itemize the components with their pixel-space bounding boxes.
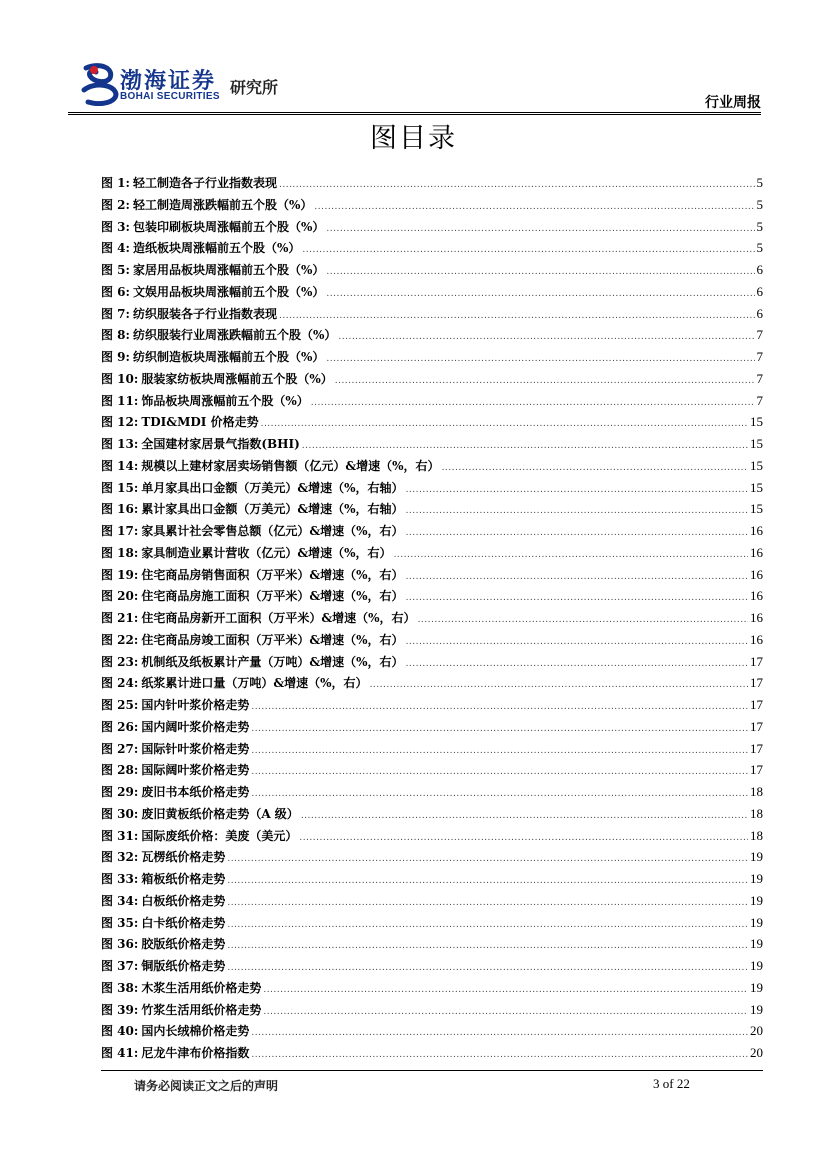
toc-entry-label: 图 20: — [101, 589, 139, 604]
toc-entry-title: 国内长绒棉价格走势 — [141, 1024, 250, 1039]
brand-department: 研究所 — [230, 78, 279, 97]
toc-entry[interactable] — [101, 283, 763, 305]
toc-entry-title: 家具累计社会零售总额（亿元）&增速（%，右） — [141, 524, 404, 538]
toc-dot-leader — [251, 789, 748, 799]
toc-entry[interactable] — [101, 827, 763, 849]
toc-entry-label: 图 37: — [101, 959, 139, 973]
toc-entry-page-number: 7 — [756, 370, 763, 386]
toc-entry[interactable] — [101, 413, 763, 435]
toc-entry[interactable] — [101, 326, 763, 348]
toc-entry-title: 国内阔叶浆价格走势 — [141, 719, 250, 734]
toc-dot-leader — [442, 463, 748, 473]
toc-entry[interactable] — [101, 1001, 763, 1023]
toc-entry[interactable] — [101, 544, 763, 566]
toc-dot-leader — [251, 746, 748, 756]
toc-entry[interactable] — [101, 914, 763, 936]
toc-entry-label: 图 13: — [101, 437, 139, 451]
toc-dot-leader — [311, 398, 755, 408]
toc-dot-leader — [301, 811, 748, 821]
toc-entry-page-number: 5 — [756, 240, 763, 256]
toc-entry-title: 家居用品板块周涨幅前五个股（%） — [132, 263, 325, 277]
toc-entry-label: 图 41: — [101, 1046, 139, 1060]
toc-entry[interactable] — [101, 479, 763, 501]
toc-entry-title: 纺织制造板块周涨幅前五个股（%） — [132, 350, 325, 364]
toc-entry-page-number: 7 — [756, 392, 763, 408]
toc-entry-label: 图 3: — [101, 219, 130, 234]
toc-entry-title: 木浆生活用纸价格走势 — [141, 980, 262, 995]
toc-entry[interactable] — [101, 1022, 763, 1044]
toc-entry-label: 图 14: — [101, 458, 139, 473]
toc-entry-title: 铜版纸价格走势 — [141, 959, 226, 973]
toc-entry-title: 单月家具出口金额（万美元）&增速（%，右轴） — [141, 480, 404, 495]
toc-entry[interactable] — [101, 196, 763, 218]
toc-entry-label: 图 9: — [101, 350, 130, 364]
toc-dot-leader — [326, 354, 754, 364]
toc-entry-title: 纺织服装各子行业指数表现 — [132, 306, 277, 321]
toc-entry-title: 累计家具出口金额（万美元）&增速（%，右轴） — [141, 502, 404, 517]
toc-entry-page-number: 18 — [750, 805, 763, 821]
toc-entry-title: 国际废纸价格：美废（美元） — [141, 828, 298, 843]
toc-entry[interactable] — [101, 370, 763, 392]
toc-entry-label: 图 26: — [101, 719, 139, 734]
toc-dot-leader — [227, 876, 748, 886]
toc-dot-leader — [326, 267, 754, 277]
toc-dot-leader — [394, 550, 748, 560]
toc-entry-label: 图 24: — [101, 676, 139, 691]
toc-dot-leader — [261, 419, 748, 429]
toc-entry-title: 文娱用品板块周涨幅前五个股（%） — [132, 284, 325, 299]
toc-entry-title: 白卡纸价格走势 — [141, 915, 226, 930]
toc-dot-leader — [227, 898, 748, 908]
toc-entry-label: 图 1: — [101, 176, 130, 190]
toc-entry-label: 图 16: — [101, 502, 139, 517]
toc-entry-page-number: 17 — [750, 697, 763, 712]
toc-dot-leader — [299, 833, 748, 843]
toc-dot-leader — [279, 180, 755, 190]
report-type: 行业周报 — [705, 95, 761, 111]
toc-entry-page-number: 6 — [756, 262, 763, 277]
toc-entry-title: 轻工制造周涨跌幅前五个股（%） — [132, 197, 313, 212]
toc-entry-title: 住宅商品房竣工面积（万平米）&增速（%，右） — [141, 632, 404, 647]
toc-entry-title: 机制纸及纸板累计产量（万吨）&增速（%，右） — [141, 654, 404, 669]
toc-entry-page-number: 16 — [750, 566, 763, 582]
toc-dot-leader — [263, 985, 748, 995]
toc-entry-title: 白板纸价格走势 — [141, 893, 226, 908]
toc-entry-label: 图 29: — [101, 785, 139, 799]
footer-disclaimer: 请务必阅读正文之后的声明 — [134, 1079, 279, 1093]
toc-entry-page-number: 16 — [750, 588, 763, 604]
toc-entry[interactable] — [101, 783, 763, 805]
toc-entry-page-number: 17 — [750, 718, 763, 734]
header-divider-secondary — [68, 114, 761, 115]
toc-entry[interactable] — [101, 870, 763, 892]
toc-entry-label: 图 11: — [101, 393, 139, 408]
page-header — [0, 0, 827, 120]
toc-entry-page-number: 5 — [756, 218, 763, 234]
toc-entry-label: 图 30: — [101, 806, 139, 821]
toc-entry[interactable] — [101, 718, 763, 740]
toc-dot-leader — [406, 637, 748, 647]
toc-entry-page-number: 15 — [750, 479, 763, 495]
toc-entry-page-number: 20 — [750, 1045, 763, 1060]
toc-entry-label: 图 36: — [101, 937, 139, 952]
toc-dot-leader — [314, 202, 754, 212]
toc-entry-label: 图 34: — [101, 893, 139, 908]
toc-entry-label: 图 27: — [101, 741, 139, 756]
toc-entry-label: 图 23: — [101, 654, 139, 669]
toc-entry-page-number: 18 — [750, 784, 763, 799]
toc-entry-title: 胶版纸价格走势 — [141, 937, 226, 952]
toc-entry-title: 废旧书本纸价格走势 — [141, 785, 250, 799]
toc-entry-page-number: 6 — [756, 305, 763, 321]
toc-dot-leader — [302, 245, 754, 255]
toc-entry[interactable] — [101, 696, 763, 718]
toc-entry-page-number: 16 — [750, 631, 763, 647]
toc-entry-label: 图 25: — [101, 698, 139, 712]
toc-entry[interactable] — [101, 587, 763, 609]
toc-entry-label: 图 21: — [101, 611, 139, 625]
toc-entry-title: 住宅商品房施工面积（万平米）&增速（%，右） — [141, 589, 404, 604]
toc-entry[interactable] — [101, 392, 763, 414]
toc-entry-page-number: 17 — [750, 653, 763, 669]
toc-dot-leader — [251, 767, 748, 777]
toc-dot-leader — [406, 593, 748, 603]
toc-entry-label: 图 7: — [101, 306, 130, 321]
toc-entry-title: 纺织服装行业周涨跌幅前五个股（%） — [132, 328, 337, 343]
toc-entry-title: 轻工制造各子行业指数表现 — [132, 176, 277, 190]
toc-entry-page-number: 15 — [750, 501, 763, 517]
toc-dot-leader — [227, 920, 748, 930]
brand-name-en: BOHAI SECURITIES — [120, 91, 220, 102]
toc-entry[interactable] — [101, 761, 763, 783]
toc-entry[interactable] — [101, 674, 763, 696]
toc-entry[interactable] — [101, 848, 763, 870]
toc-entry[interactable] — [101, 653, 763, 675]
toc-entry[interactable] — [101, 740, 763, 762]
toc-entry-page-number: 19 — [750, 979, 763, 995]
toc-dot-leader — [251, 1028, 748, 1038]
toc-entry-page-number: 17 — [750, 740, 763, 756]
toc-entry-page-number: 19 — [750, 958, 763, 973]
toc-entry[interactable] — [101, 457, 763, 479]
toc-entry[interactable] — [101, 435, 763, 457]
page-indicator: 3 of 22 — [653, 1076, 690, 1091]
toc-entry-label: 图 39: — [101, 1002, 139, 1017]
toc-entry-page-number: 15 — [750, 414, 763, 430]
toc-entry-label: 图 31: — [101, 828, 139, 843]
toc-entry-page-number: 16 — [750, 610, 763, 625]
toc-entry[interactable] — [101, 348, 763, 370]
toc-entry-label: 图 18: — [101, 545, 139, 560]
toc-entry-page-number: 19 — [750, 914, 763, 930]
toc-entry-page-number: 20 — [750, 1023, 763, 1039]
toc-entry-label: 图 4: — [101, 241, 130, 256]
toc-dot-leader — [227, 963, 748, 973]
toc-dot-leader — [251, 1050, 748, 1060]
toc-entry-title: 包装印刷板块周涨幅前五个股（%） — [132, 219, 325, 234]
toc-entry-title: TDI&MDI 价格走势 — [141, 415, 259, 430]
toc-entry[interactable] — [101, 522, 763, 544]
toc-entry-label: 图 40: — [101, 1024, 139, 1039]
toc-entry-label: 图 12: — [101, 415, 139, 430]
footer-divider — [101, 1070, 763, 1071]
toc-entry-title: 规模以上建材家居卖场销售额（亿元）&增速（%，右） — [141, 458, 440, 473]
toc-entry[interactable] — [101, 239, 763, 261]
toc-entry-label: 图 6: — [101, 284, 130, 299]
toc-entry-page-number: 7 — [756, 327, 763, 343]
toc-dot-leader — [302, 441, 748, 451]
toc-dot-leader — [406, 485, 748, 495]
toc-entry[interactable] — [101, 957, 763, 979]
toc-entry-title: 服装家纺板块周涨幅前五个股（%） — [141, 371, 333, 386]
toc-dot-leader — [335, 376, 755, 386]
toc-entry[interactable] — [101, 566, 763, 588]
page-title: 图目录 — [370, 123, 457, 154]
toc-entry-title: 竹浆生活用纸价格走势 — [141, 1002, 262, 1017]
toc-entry[interactable] — [101, 174, 763, 196]
toc-entry-page-number: 16 — [750, 544, 763, 560]
toc-entry-title: 瓦楞纸价格走势 — [141, 850, 226, 865]
bohai-logo-icon — [80, 62, 120, 106]
toc-entry-label: 图 2: — [101, 197, 130, 212]
toc-entry-title: 住宅商品房销售面积（万平米）&增速（%，右） — [141, 567, 404, 582]
toc-dot-leader — [326, 224, 754, 234]
toc-dot-leader — [227, 941, 748, 951]
toc-entry-label: 图 17: — [101, 524, 139, 538]
header-divider — [68, 112, 761, 113]
toc-entry-title: 废旧黄板纸价格走势（A 级） — [141, 806, 299, 821]
toc-dot-leader — [406, 572, 748, 582]
toc-entry[interactable] — [101, 631, 763, 653]
toc-entry-page-number: 19 — [750, 892, 763, 908]
toc-entry-label: 图 35: — [101, 915, 139, 930]
toc-entry-label: 图 22: — [101, 632, 139, 647]
toc-entry[interactable] — [101, 935, 763, 957]
toc-entry-page-number: 17 — [750, 675, 763, 691]
toc-dot-leader — [251, 724, 748, 734]
toc-entry-page-number: 6 — [756, 283, 763, 299]
toc-entry-title: 国际针叶浆价格走势 — [141, 741, 250, 756]
toc-entry[interactable] — [101, 805, 763, 827]
toc-entry-page-number: 17 — [750, 762, 763, 778]
toc-dot-leader — [406, 528, 748, 538]
toc-entry[interactable] — [101, 892, 763, 914]
toc-dot-leader — [370, 680, 748, 690]
toc-entry-label: 图 15: — [101, 480, 139, 495]
toc-entry[interactable] — [101, 500, 763, 522]
toc-entry-page-number: 15 — [750, 457, 763, 473]
toc-entry-title: 箱板纸价格走势 — [141, 872, 226, 886]
toc-entry-label: 图 8: — [101, 328, 130, 343]
toc-entry-page-number: 5 — [756, 196, 763, 212]
toc-entry-label: 图 38: — [101, 980, 139, 995]
toc-entry-title: 饰品板块周涨幅前五个股（%） — [141, 393, 309, 408]
toc-entry-page-number: 18 — [750, 827, 763, 843]
toc-entry-label: 图 33: — [101, 872, 139, 886]
toc-entry-page-number: 19 — [750, 871, 763, 886]
toc-entry-page-number: 19 — [750, 1001, 763, 1017]
toc-entry-title: 纸浆累计进口量（万吨）&增速（%，右） — [141, 676, 368, 691]
toc-entry-page-number: 16 — [750, 523, 763, 538]
toc-entry-title: 尼龙牛津布价格指数 — [141, 1046, 250, 1060]
toc-entry-label: 图 19: — [101, 567, 139, 582]
toc-dot-leader — [418, 615, 748, 625]
brand-name-cn: 渤海证券 — [120, 68, 217, 94]
toc-entry[interactable] — [101, 979, 763, 1001]
toc-dot-leader — [279, 311, 755, 321]
toc-dot-leader — [326, 289, 754, 299]
toc-entry-label: 图 32: — [101, 850, 139, 865]
toc-entry-label: 图 28: — [101, 763, 139, 778]
toc-entry-title: 住宅商品房新开工面积（万平米）&增速（%，右） — [141, 611, 416, 625]
toc-entry-page-number: 19 — [750, 936, 763, 952]
toc-entry-title: 家具制造业累计营收（亿元）&增速（%，右） — [141, 545, 392, 560]
toc-entry-title: 国际阔叶浆价格走势 — [141, 763, 250, 778]
toc-entry-title: 造纸板块周涨幅前五个股（%） — [132, 241, 301, 256]
figure-index-list — [101, 174, 763, 1066]
toc-dot-leader — [251, 702, 748, 712]
toc-entry-page-number: 15 — [750, 436, 763, 451]
toc-entry[interactable] — [101, 305, 763, 327]
toc-entry[interactable] — [101, 261, 763, 283]
toc-entry[interactable] — [101, 1044, 763, 1066]
toc-entry[interactable] — [101, 218, 763, 240]
toc-entry-page-number: 5 — [756, 175, 763, 190]
toc-entry-page-number: 19 — [750, 849, 763, 865]
toc-entry-title: 国内针叶浆价格走势 — [141, 698, 250, 712]
toc-entry-label: 图 5: — [101, 263, 130, 277]
toc-dot-leader — [227, 854, 748, 864]
toc-dot-leader — [338, 332, 754, 342]
toc-entry-label: 图 10: — [101, 371, 139, 386]
toc-dot-leader — [263, 1007, 748, 1017]
toc-entry[interactable] — [101, 609, 763, 631]
toc-entry-title: 全国建材家居景气指数(BHI) — [141, 437, 300, 451]
toc-entry-page-number: 7 — [756, 349, 763, 364]
toc-dot-leader — [406, 659, 748, 669]
toc-dot-leader — [406, 506, 748, 516]
